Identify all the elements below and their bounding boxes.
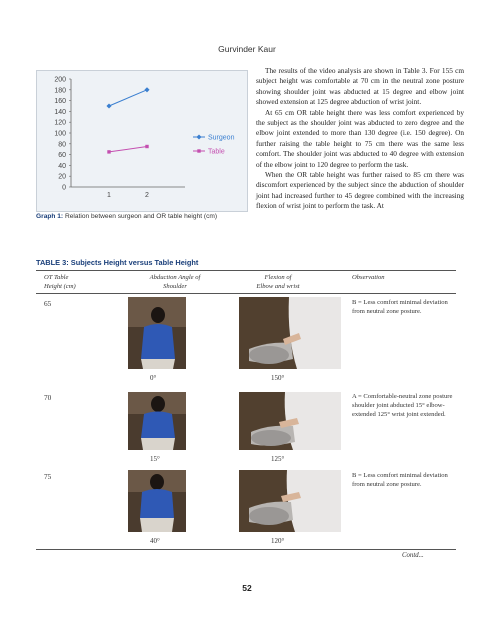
- y-tick-label: 200: [54, 76, 66, 84]
- x-tick-label: 1: [107, 192, 111, 199]
- photo-row2-side: [239, 392, 341, 450]
- col-header-shoulder: Abduction Angle of Shoulder: [149, 274, 201, 290]
- col-header-elbow: Flexion of Elbow and wrist: [256, 274, 300, 290]
- y-tick-label: 180: [54, 87, 66, 95]
- page-number: 52: [242, 583, 252, 593]
- y-tick-label: 160: [54, 98, 66, 106]
- row-shoulder-angle: 15°: [150, 455, 160, 463]
- row-shoulder-angle: 0°: [150, 374, 157, 382]
- table-top-rule: [36, 270, 456, 271]
- photo-row2-back: [128, 392, 186, 450]
- legend-label-table: Table: [208, 148, 225, 156]
- row-elbow-angle: 125°: [271, 455, 285, 463]
- paragraph: At 65 cm OR table height there was less comfort experienced by the subject as the shoulder joint was abducted to zero degree and the elbow joint extended to more than 130 degree (i.e. 150 degree). On further raising the table height to 75 cm there was the same less comfort. The shoulder joint was abducted to 40 degree with extension of the elbow joint to 120 degree to perform the task.: [256, 107, 464, 169]
- row-observation: A = Comfortable-neutral zone posture shoulder joint abducted 15° elbow-extended 125° wrist joint extended.: [352, 393, 453, 418]
- data-point-surgeon: [144, 87, 149, 92]
- graph-caption: [36, 213, 266, 220]
- row-height: 75: [44, 472, 52, 481]
- running-head: Gurvinder Kaur: [218, 44, 276, 54]
- series-line-surgeon: [109, 90, 147, 106]
- photo-row3-back: [128, 470, 186, 532]
- y-tick-label: 140: [54, 108, 66, 116]
- graph-1: [36, 70, 248, 212]
- y-tick-label: 0: [62, 184, 66, 192]
- continued-note: Contd...: [402, 552, 424, 559]
- row-elbow-angle: 120°: [271, 537, 285, 545]
- data-point-table: [145, 145, 148, 148]
- col-header-height: OT Table Height (cm): [44, 274, 76, 290]
- photo-row3-side: [239, 470, 341, 532]
- row-height: 65: [44, 299, 52, 308]
- y-tick-label: 40: [58, 162, 66, 170]
- row-observation: B = Less comfort minimal deviation from neutral zone posture.: [352, 299, 448, 315]
- row-observation: B = Less comfort minimal deviation from neutral zone posture.: [352, 472, 448, 488]
- data-point-surgeon: [106, 103, 111, 108]
- y-tick-label: 120: [54, 119, 66, 127]
- graph-caption-label: Graph 1:: [36, 213, 64, 220]
- x-tick-label: 2: [145, 192, 149, 199]
- row-height: 70: [44, 393, 52, 402]
- paragraph: When the OR table height was further raised to 85 cm there was discomfort experienced by the subject since the abduction of shoulder joint had increased further to 45 degree combined with the increasing flexion of wrist joint to perform the task. At: [256, 170, 464, 211]
- table-title: TABLE 3: Subjects Height versus Table Height: [36, 258, 199, 267]
- line-chart: [37, 71, 247, 211]
- y-tick-label: 100: [54, 130, 66, 138]
- legend-marker: [197, 149, 200, 152]
- photo-row1-back: [128, 297, 186, 369]
- body-text: [256, 66, 464, 212]
- series-line-table: [109, 147, 147, 152]
- table-bottom-rule: [36, 549, 456, 550]
- table-header-rule: [36, 293, 456, 294]
- legend-label-surgeon: Surgeon: [208, 134, 235, 142]
- graph-caption-text: Relation between surgeon and OR table height (cm): [64, 213, 218, 220]
- col-header-observation: Observation: [352, 274, 385, 281]
- y-tick-label: 20: [58, 173, 66, 181]
- paragraph: The results of the video analysis are shown in Table 3. For 155 cm subject height was comfortable at 70 cm in the neutral zone posture showing shoulder joint was abducted at 15 degree and elbow joint showed extension at 125 degree abduction of wrist joint.: [256, 66, 464, 107]
- row-elbow-angle: 150°: [271, 374, 285, 382]
- y-tick-label: 80: [58, 141, 66, 149]
- y-tick-label: 60: [58, 152, 66, 160]
- data-point-table: [107, 150, 110, 153]
- legend-marker: [196, 134, 201, 139]
- photo-row1-side: [239, 297, 341, 369]
- row-shoulder-angle: 40°: [150, 537, 160, 545]
